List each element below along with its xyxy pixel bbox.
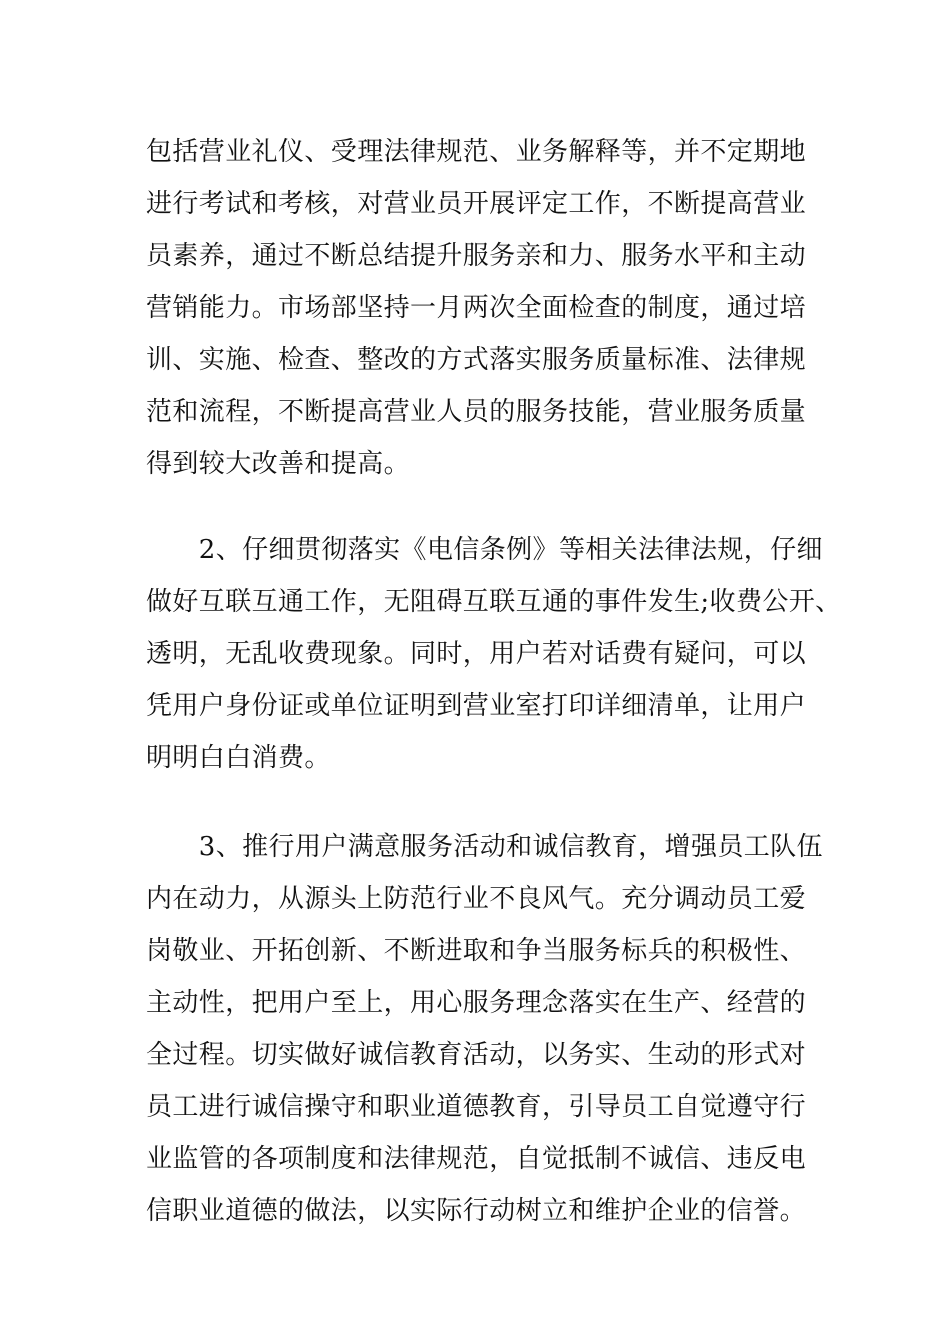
text-line: 训、实施、检查、整改的方式落实服务质量标准、法律规 <box>146 345 807 375</box>
text-line: 营销能力。市场部坚持一月两次全面检查的制度，通过培 <box>146 293 807 323</box>
text-line: 范和流程，不断提高营业人员的服务技能，营业服务质量 <box>146 397 807 427</box>
text-line: 岗敬业、开拓创新、不断进取和争当服务标兵的积极性、 <box>146 936 807 966</box>
paragraph-telecom-regulations <box>146 524 842 784</box>
text-line: 业监管的各项制度和法律规范，自觉抵制不诚信、违反电 <box>146 1144 807 1174</box>
text-line: 内在动力，从源头上防范行业不良风气。充分调动员工爱 <box>146 884 807 914</box>
text-line: 2、仔细贯彻落实《电信条例》等相关法律法规，仔细 <box>146 535 823 565</box>
text-line: 3、推行用户满意服务活动和诚信教育，增强员工队伍 <box>146 832 823 862</box>
paragraph-integrity-education <box>146 821 826 1237</box>
text-line: 主动性，把用户至上，用心服务理念落实在生产、经营的 <box>146 988 807 1018</box>
text-line: 明明白白消费。 <box>146 743 331 773</box>
paragraph-service-training <box>146 126 826 490</box>
text-line: 透明，无乱收费现象。同时，用户若对话费有疑问，可以 <box>146 639 807 669</box>
text-line: 凭用户身份证或单位证明到营业室打印详细清单，让用户 <box>146 691 807 721</box>
text-line: 信职业道德的做法，以实际行动树立和维护企业的信誉。 <box>146 1196 807 1226</box>
text-line: 得到较大改善和提高。 <box>146 449 411 479</box>
text-line: 员工进行诚信操守和职业道德教育，引导员工自觉遵守行 <box>146 1092 807 1122</box>
text-line: 进行考试和考核，对营业员开展评定工作，不断提高营业 <box>146 189 807 219</box>
text-line: 全过程。切实做好诚信教育活动，以务实、生动的形式对 <box>146 1040 807 1070</box>
text-line: 包括营业礼仪、受理法律规范、业务解释等，并不定期地 <box>146 137 807 167</box>
text-line: 员素养，通过不断总结提升服务亲和力、服务水平和主动 <box>146 241 807 271</box>
text-line: 做好互联互通工作，无阻碍互联互通的事件发生;收费公开、 <box>146 587 842 617</box>
